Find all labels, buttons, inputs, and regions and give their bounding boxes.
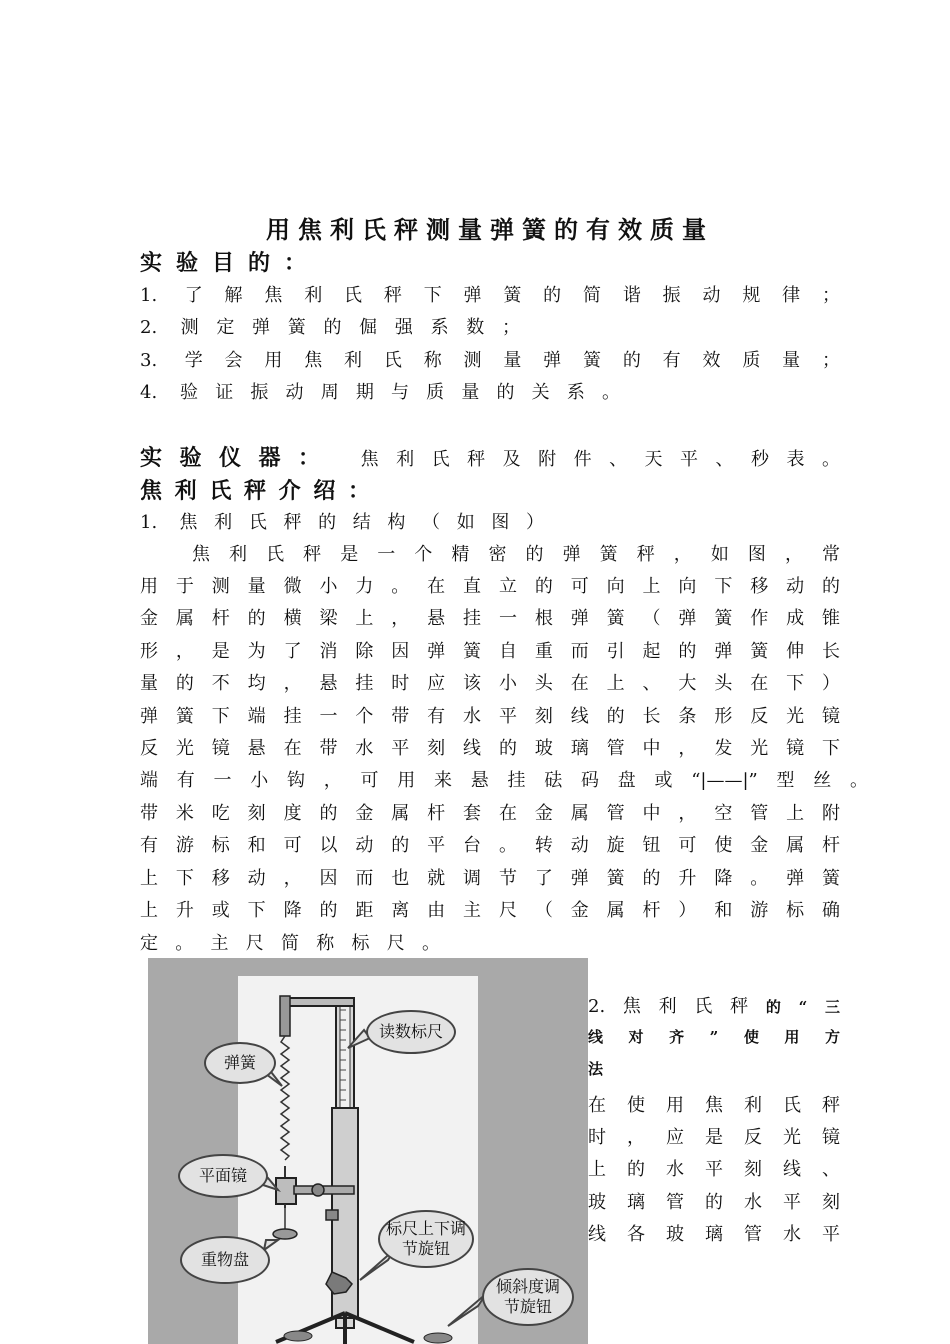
purpose-item-3: 3. 学会用焦利氏称测量弹簧的有效质量；	[140, 350, 840, 371]
paragraph-line: 定。主尺简称标尺。	[140, 933, 440, 954]
instruments-text: 焦利氏秤及附件、天平、秒表。	[360, 449, 840, 470]
paragraph-line: 用于测量微小力。在直立的可向上向下移动的	[140, 576, 840, 597]
three-line-heading-b: 的“三	[765, 998, 840, 1016]
paragraph-line: 金属杆的横梁上，悬挂一根弹簧（弹簧作成锥	[140, 608, 840, 629]
paragraph-line: 弹簧下端挂一个带有水平刻线的长条形反光镜	[140, 706, 840, 727]
intro-structure-subheading: 1. 焦利氏秤的结构（如图）	[140, 512, 544, 533]
callout-tilt-adjust-knob: 倾斜度调节旋钮	[482, 1268, 574, 1326]
purpose-item-2: 2. 测定弹簧的倔强系数；	[140, 317, 520, 338]
intro-heading: 焦利氏秤介绍：	[140, 478, 370, 504]
jolly-balance-figure	[148, 958, 588, 1344]
paragraph-line: 反光镜悬在带水平刻线的玻璃管中，发光镜下	[140, 738, 840, 759]
paragraph-line: 上升或下降的距离由主尺（金属杆）和游标确	[140, 900, 840, 921]
side-text-line: 上的水平刻线、	[588, 1159, 840, 1180]
paragraph-line: 焦利氏秤是一个精密的弹簧秤，如图，常	[192, 544, 840, 565]
three-line-heading-line3: 法	[588, 1060, 604, 1078]
paragraph-line: 端有一小钩，可用来悬挂砝码盘或“|——|”型丝。	[140, 770, 868, 791]
purpose-heading: 实验目的：	[140, 250, 321, 276]
callout-reading-scale: 读数标尺	[366, 1010, 456, 1054]
three-line-heading	[588, 992, 840, 1018]
side-text-line: 在使用焦利氏秤	[588, 1095, 840, 1116]
side-text-line: 时，应是反光镜	[588, 1127, 840, 1148]
paragraph-line: 有游标和可以动的平台。转动旋钮可使金属杆	[140, 835, 840, 856]
paragraph-line: 量的不均，悬挂时应该小头在上、大头在下）	[140, 673, 840, 694]
callout-spring: 弹簧	[204, 1042, 276, 1084]
callout-mirror: 平面镜	[178, 1154, 268, 1198]
side-text-line: 玻璃管的水平刻	[588, 1192, 840, 1213]
purpose-item-4: 4. 验证振动周期与质量的关系。	[140, 382, 620, 403]
callout-weight-pan: 重物盘	[180, 1236, 270, 1284]
three-line-heading-line2: 线对齐”使用方	[588, 1028, 840, 1046]
instruments-line	[140, 441, 840, 472]
paragraph-line: 带米吃刻度的金属杆套在金属管中，空管上附	[140, 803, 840, 824]
side-text-line: 线各玻璃管水平	[588, 1224, 840, 1245]
instruments-heading: 实验仪器：	[140, 445, 338, 471]
paragraph-line: 形，是为了消除因弹簧自重而引起的弹簧伸长	[140, 641, 840, 662]
page-title: 用焦利氏秤测量弹簧的有效质量	[266, 215, 714, 244]
purpose-item-1: 1. 了解焦利氏秤下弹簧的简谐振动规律；	[140, 285, 840, 306]
three-line-heading-a: 2.焦利氏秤	[588, 996, 766, 1017]
paragraph-line: 上下移动，因而也就调节了弹簧的升降。弹簧	[140, 868, 840, 889]
callout-scale-adjust-knob: 标尺上下调节旋钮	[378, 1210, 474, 1268]
